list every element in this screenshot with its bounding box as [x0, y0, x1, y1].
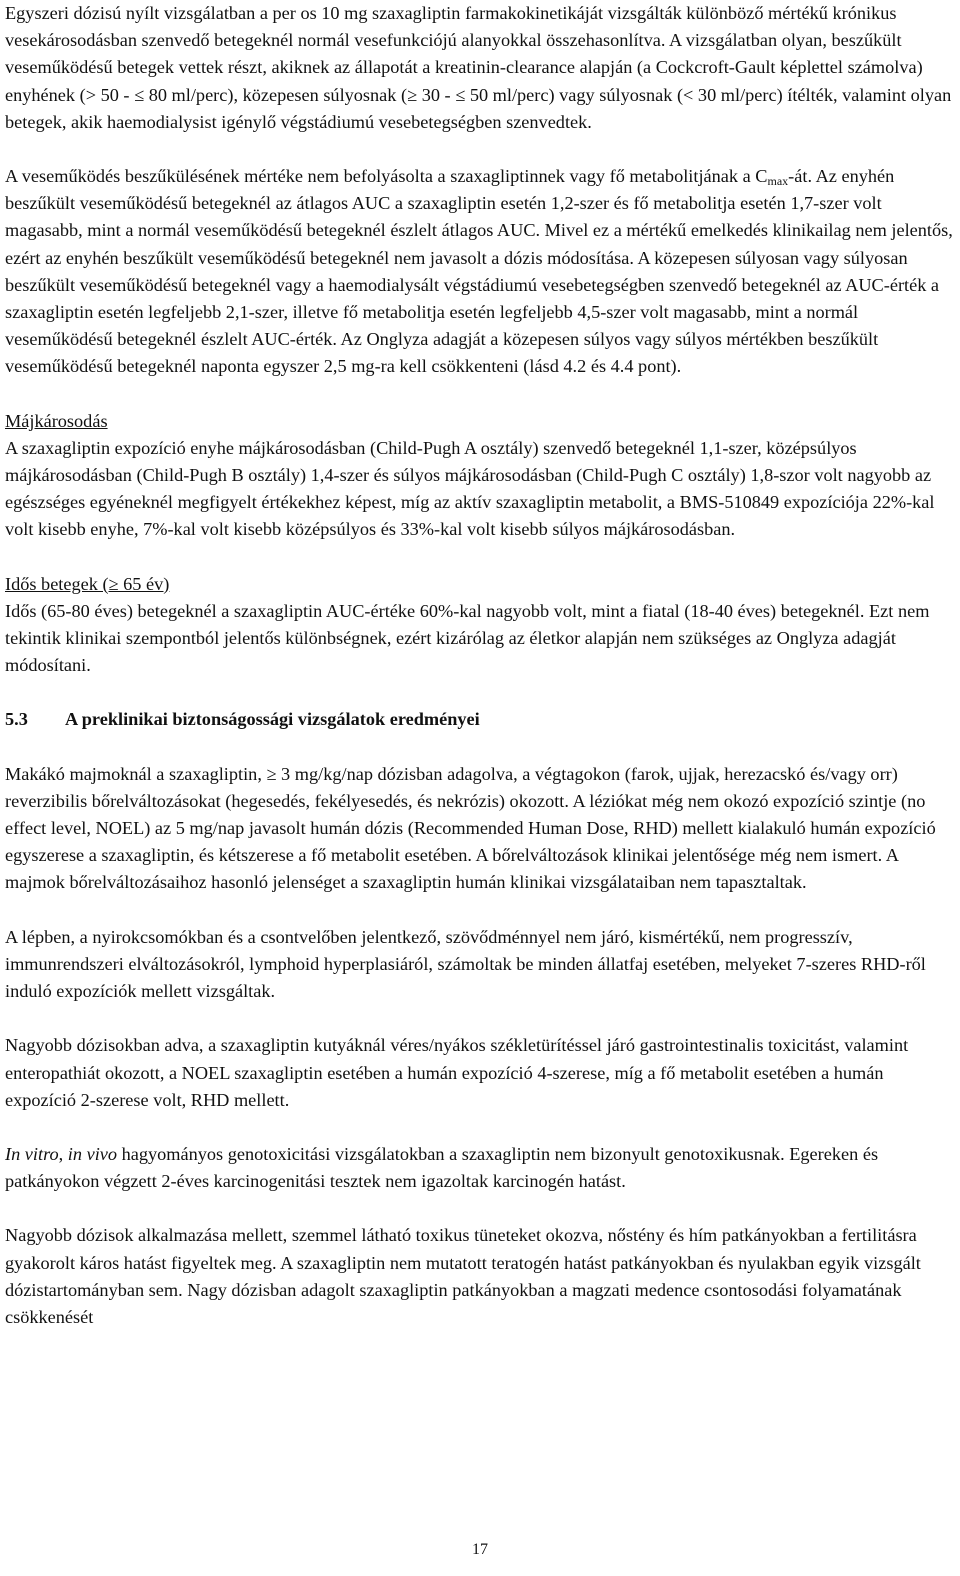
paragraph-fertility: Nagyobb dózisok alkalmazása mellett, szemmel látható toxikus tüneteket okozva, nőstény és hím patkányokban a fertilitásra gyakorolt káros hatást figyeltek meg. A szaxagliptin nem mutatott teratogén hatást patkányokban és nyulakban egyik vizsgált dózistartományban sem. Nagy dózisban adagolt szaxagliptin patkányokban a magzati medence csontosodási folyamatának csökkenését [5, 1225, 921, 1327]
cmax-subscript: max [767, 174, 789, 189]
in-vivo-text: in vivo [67, 1143, 118, 1164]
paragraph-elderly: Idős (65-80 éves) betegeknél a szaxagliptin AUC-értéke 60%-kal nagyobb volt, mint a fiatal (18-40 éves) betegeknél. Ezt nem tekintik klinikai szempontból jelentős különbségnek, ezért kizárólag az életkor alapján nem szükséges az Onglyza adagját módosítani. [5, 600, 930, 676]
section-number: 5.3 [5, 709, 28, 730]
paragraph-gi-toxicity: Nagyobb dózisokban adva, a szaxagliptin kutyáknál véres/nyákos székletürítéssel járó gastrointestinalis toxicitást, valamint enteropathiát okozott, a NOEL szaxagliptin esetében a humán expozíció 4-szerese, míg a fő metabolit esetében a humán expozíció 2-szerese volt, RHD mellett. [5, 1035, 909, 1110]
document-page [5, 0, 955, 1331]
paragraph-immune-changes: A lépben, a nyirokcsomókban és a csontvelőben jelentkező, szövődménnyel nem járó, kismértékű, nem progresszív, immunrendszeri elváltozásokról, lymphoid hyperplasiáról, számoltak be minden állatfaj esetében, melyeket 7-szeres RHD-ről induló expozíciók mellett vizsgáltak. [5, 926, 926, 1002]
heading-hepatic-impairment: Májkárosodás [5, 410, 108, 431]
section-title: A preklinikai biztonságossági vizsgálatok eredményei [65, 709, 480, 730]
paragraph-monkey-skin: Makákó majmoknál a szaxagliptin, ≥ 3 mg/kg/nap dózisban adagolva, a végtagokon (farok, ujjak, herezacskó és/vagy orr) reverzibilis bőrelváltozásokat (hegesedés, fekélyesedés, és nekrózis) okozott. A léziókat még nem okozó expozíció szintje (no effect level, NOEL) az 5 mg/nap javasolt humán dózis (Recommended Human Dose, RHD) mellett kialakuló humán expozíció egyszerese a szaxagliptin, és kétszerese a fő metabolit esetében. A bőrelváltozások klinikai jelentősége még nem ismert. A majmok bőrelváltozásaihoz hasonló jelenséget a szaxagliptin humán klinikai vizsgálataiban nem tapasztaltak. [5, 763, 936, 893]
genotox-separator: , [58, 1143, 68, 1164]
paragraph-renal-study: Egyszeri dózisú nyílt vizsgálatban a per os 10 mg szaxagliptin farmakokinetikáját vizsgálták különböző mértékű krónikus vesekárosodásban szenvedő betegeknél normál vesefunkciójú alanyokkal összehasonlítva. A vizsgálatban olyan, beszűkült veseműködésű betegek vettek részt, akiknek az állapotát a kreatinin-clearance alapján (a Cockcroft-Gault képlettel számolva) enyhének (> 50 - ≤ 80 ml/perc), közepesen súlyosnak (≥ 30 - ≤ 50 ml/perc) vagy súlyosnak (< 30 ml/perc) ítélték, valamint olyan betegek, akik haemodialysist igénylő végstádiumú vesebetegségben szenvedtek. [5, 3, 952, 132]
paragraph-renal-results [5, 163, 955, 381]
paragraph-genotoxicity [5, 1141, 955, 1195]
renal-results-text-a: A veseműködés beszűkülésének mértéke nem befolyásolta a szaxagliptinnek vagy fő metabolitjának a C [5, 166, 768, 187]
section-heading-5-3 [5, 706, 955, 733]
heading-elderly: Idős betegek (≥ 65 év) [5, 573, 170, 594]
in-vitro-text: In vitro [5, 1143, 59, 1164]
genotox-rest: hagyományos genotoxicitási vizsgálatokban a szaxagliptin nem bizonyult genotoxikusnak. Egereken és patkányokon végzett 2-éves karcinogenitási tesztek nem igazoltak karcinogén hatást. [5, 1143, 879, 1192]
renal-results-text-b: -át. Az enyhén beszűkült veseműködésű betegeknél az átlagos AUC a szaxagliptin esetén 1,2-szer és fő metabolitja esetén 1,7-szer volt magasabb, mint a normál veseműködésű betegeknél észlelt átlagos AUC. Mivel ez a mértékű emelkedés klinikailag nem jelentős, ezért az enyhén beszűkült veseműködésű betegeknél nem javasolt a dózis módosítása. A közepesen súlyosan vagy súlyosan beszűkült veseműködésű betegeknél vagy a haemodialysált végstádiumú vesebetegségben szenvedő betegeknél az AUC-érték a szaxagliptin esetén legfeljebb 2,1-szer, illetve fő metabolitja esetén legfeljebb 4,5-szer volt magasabb, mint a normál veseműködésű betegeknél észlelt AUC-érték. Az Onglyza adagját a közepesen súlyos vagy súlyos mértékben beszűkült veseműködésű betegeknél naponta egyszer 2,5 mg-ra kell csökkenteni (lásd 4.2 és 4.4 pont). [5, 166, 953, 377]
paragraph-hepatic-impairment: A szaxagliptin expozíció enyhe májkárosodásban (Child-Pugh A osztály) szenvedő betegeknél 1,1-szer, középsúlyos májkárosodásban (Child-Pugh B osztály) 1,4-szer és súlyos májkárosodásban (Child-Pugh C osztály) 1,8-szor volt nagyobb az egészséges egyéneknél megfigyelt értékekhez képest, míg az aktív szaxagliptin metabolit, a BMS-510849 expozíciója 22%-kal volt kisebb enyhe, 7%-kal volt kisebb középsúlyos és 33%-kal volt kisebb súlyos májkárosodásban. [5, 437, 935, 540]
page-number: 17 [472, 1541, 488, 1558]
